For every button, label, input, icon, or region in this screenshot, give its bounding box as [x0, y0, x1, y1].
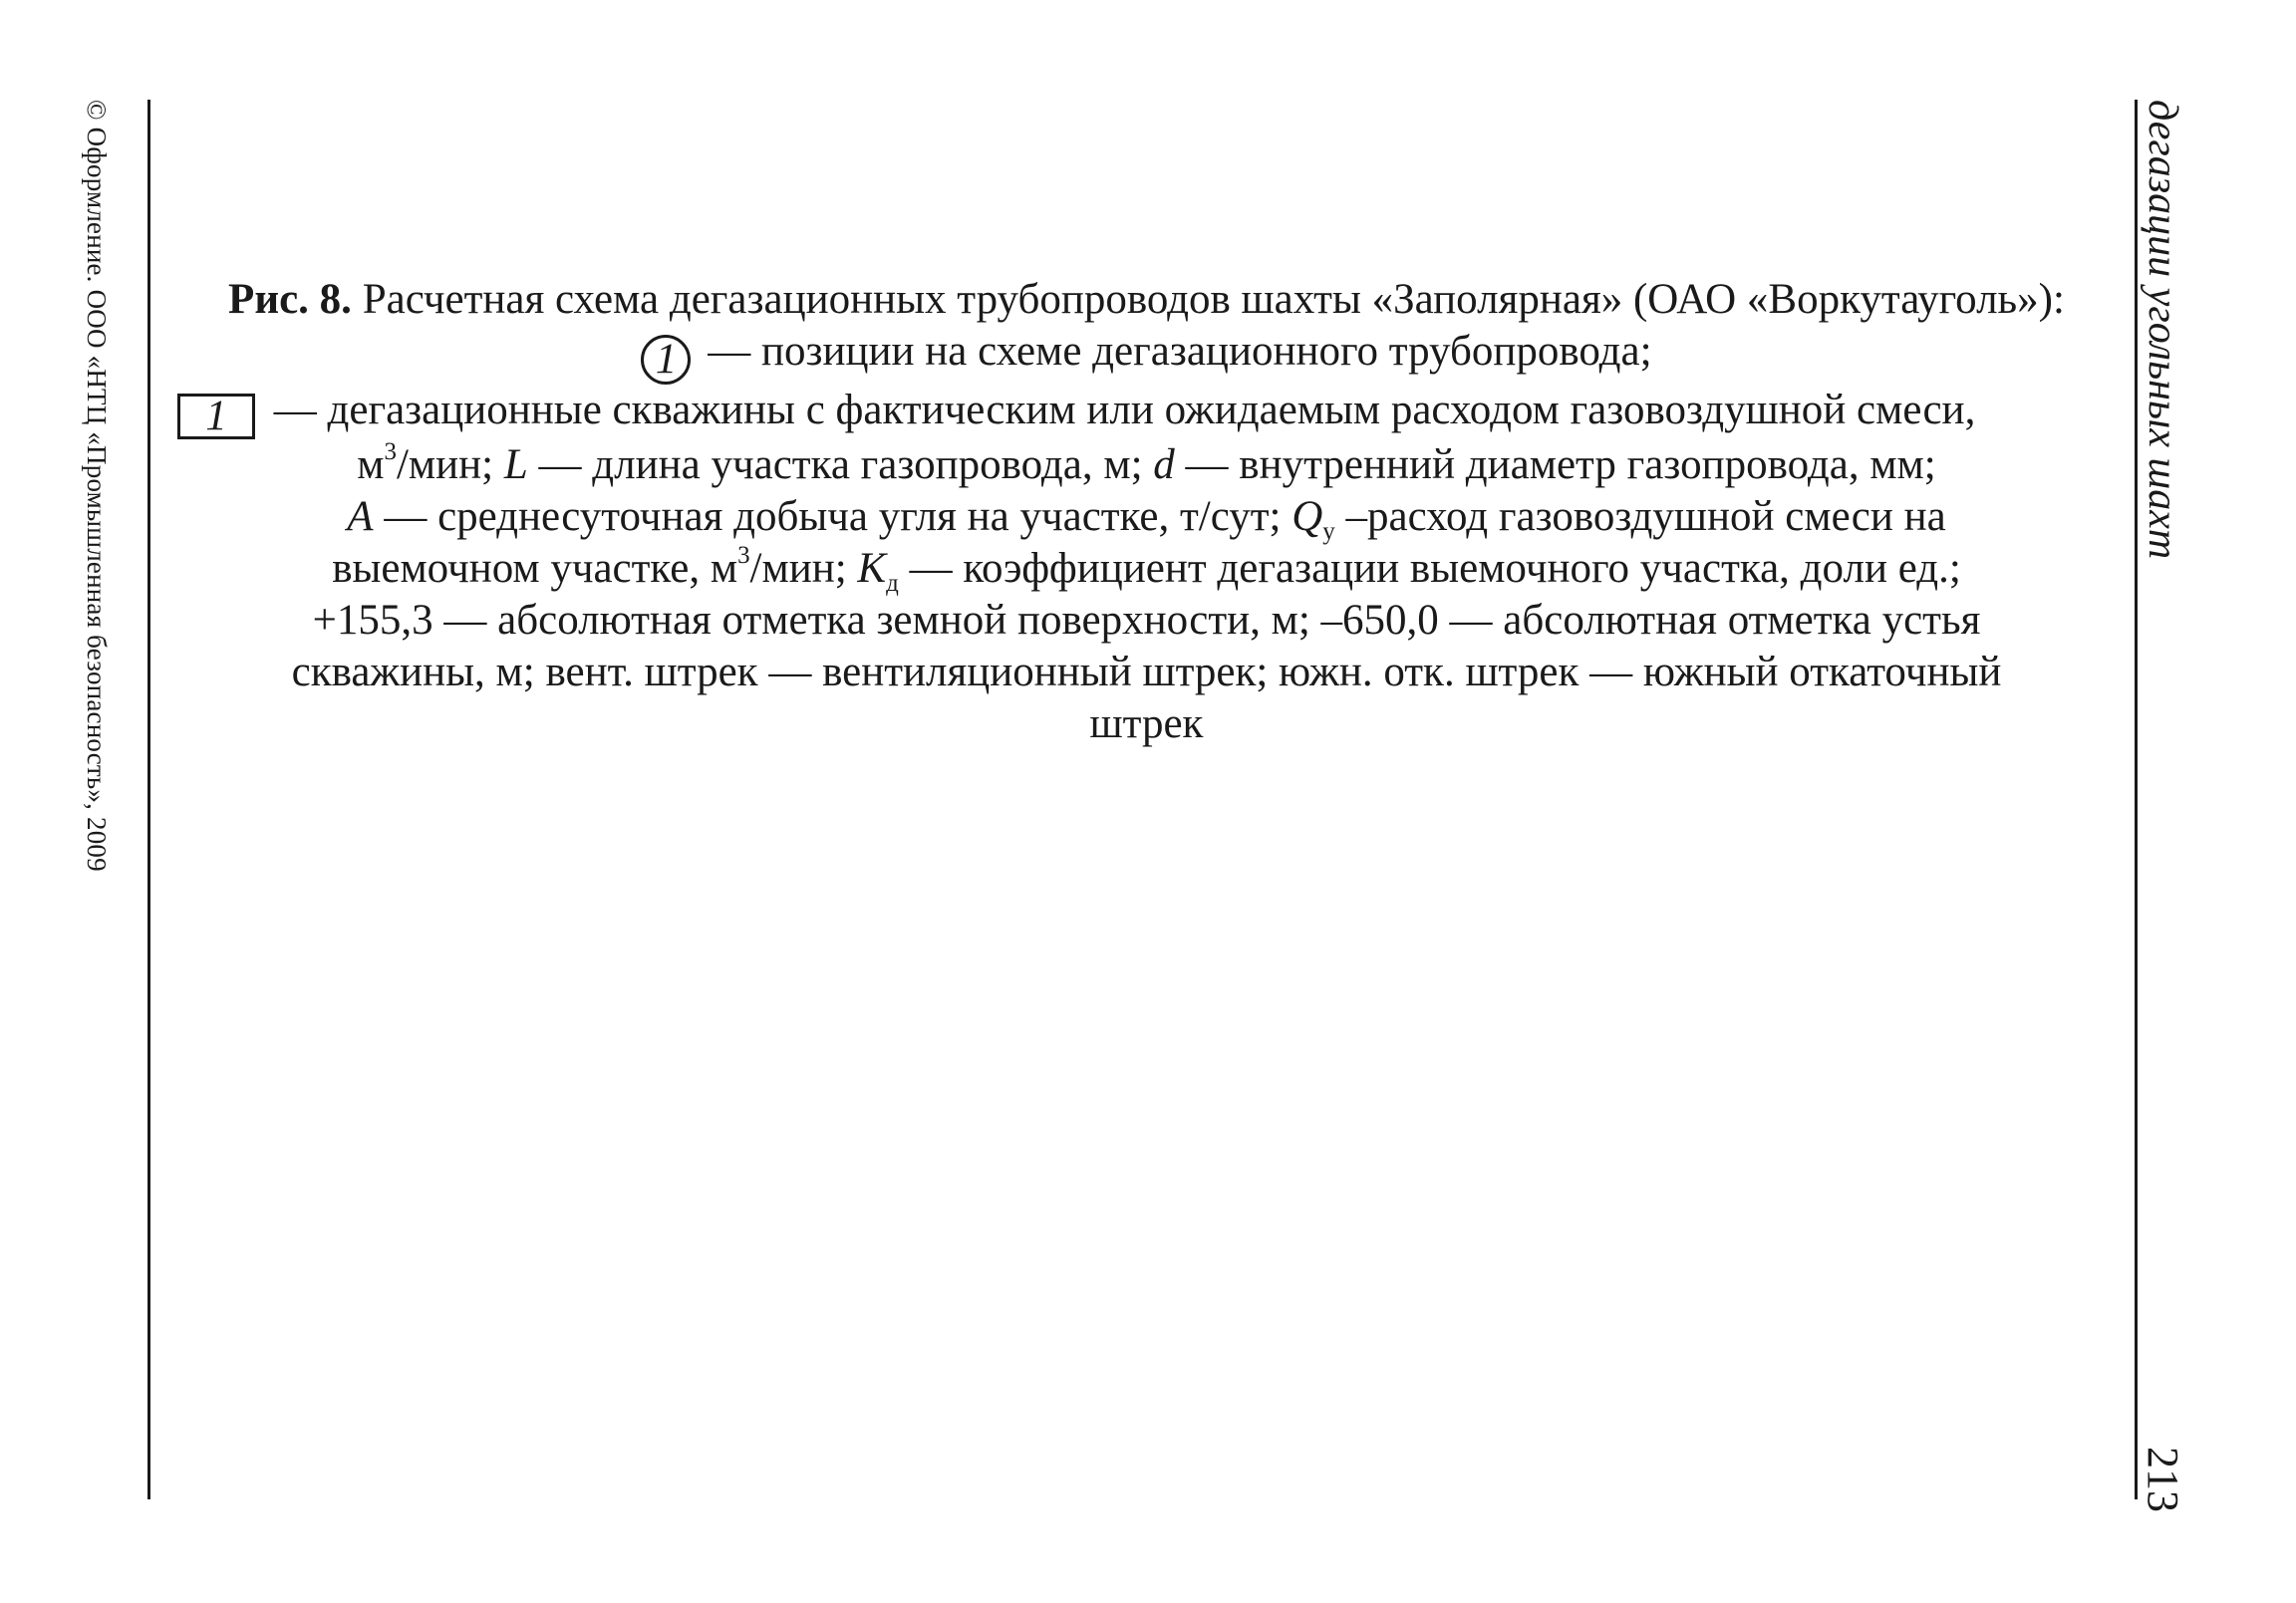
text-segment: — длина участка газопровода, м;: [527, 441, 1154, 488]
circle-position-marker: 1: [641, 335, 691, 385]
text-segment: м: [357, 441, 385, 488]
symbol-L: L: [503, 441, 528, 488]
page-number: 213: [2139, 1447, 2187, 1512]
legend-line-5: +155,3 — абсолютная отметка земной поверхности, м; –650,0 — абсолютная отметка устья: [312, 597, 1981, 644]
text-segment: /мин;: [396, 441, 504, 488]
running-header: дегазации угольных шахт: [2140, 100, 2185, 560]
box-legend-text: — дегазационные скважины с фактическим или ожидаемым расходом газовоздушной смеси,: [263, 387, 1976, 433]
box-borehole-marker: 1: [177, 394, 255, 439]
subscript: д: [886, 569, 899, 597]
caption-title-line: [177, 274, 2116, 326]
legend-line-7: штрек: [1089, 700, 1204, 747]
symbol-Q: Q: [1292, 493, 1323, 540]
symbol-d: d: [1153, 441, 1175, 488]
circle-legend-text: — позиции на схеме дегазационного трубопровода;: [697, 328, 1652, 375]
circle-legend-line: [177, 326, 2116, 385]
subscript: у: [1322, 517, 1335, 545]
figure-caption: [177, 274, 2116, 750]
superscript: 3: [737, 542, 750, 570]
symbol-A: A: [347, 493, 374, 540]
text-segment: — среднесуточная добыча угля на участке, т/сут;: [373, 493, 1292, 540]
figure-label: Рис. 8.: [228, 276, 352, 323]
copyright-notice: © Оформление. ООО «НТЦ «Промышленная безопасность», 2009: [82, 100, 112, 872]
box-legend-line: [177, 385, 2116, 439]
legend-line-2: [177, 439, 2116, 491]
text-segment: –расход газовоздушной смеси на: [1334, 493, 1946, 540]
caption-title: Расчетная схема дегазационных трубопроводов шахты «Заполярная» (ОАО «Воркутауголь»):: [351, 276, 2065, 323]
superscript: 3: [384, 438, 397, 466]
text-segment: — коэффициент дегазации выемочного участка, доли ед.;: [898, 545, 1961, 592]
text-segment: — внутренний диаметр газопровода, мм;: [1174, 441, 1936, 488]
left-margin-rule: [147, 100, 150, 1499]
symbol-K: K: [857, 545, 887, 592]
right-margin-rule: [2135, 100, 2138, 1499]
text-segment: /мин;: [749, 545, 858, 592]
legend-line-6: скважины, м; вент. штрек — вентиляционный штрек; южн. отк. штрек — южный откаточный: [291, 649, 2002, 695]
legend-line-4: [177, 543, 2116, 595]
legend-line-3: [177, 491, 2116, 543]
text-segment: выемочном участке, м: [332, 545, 738, 592]
